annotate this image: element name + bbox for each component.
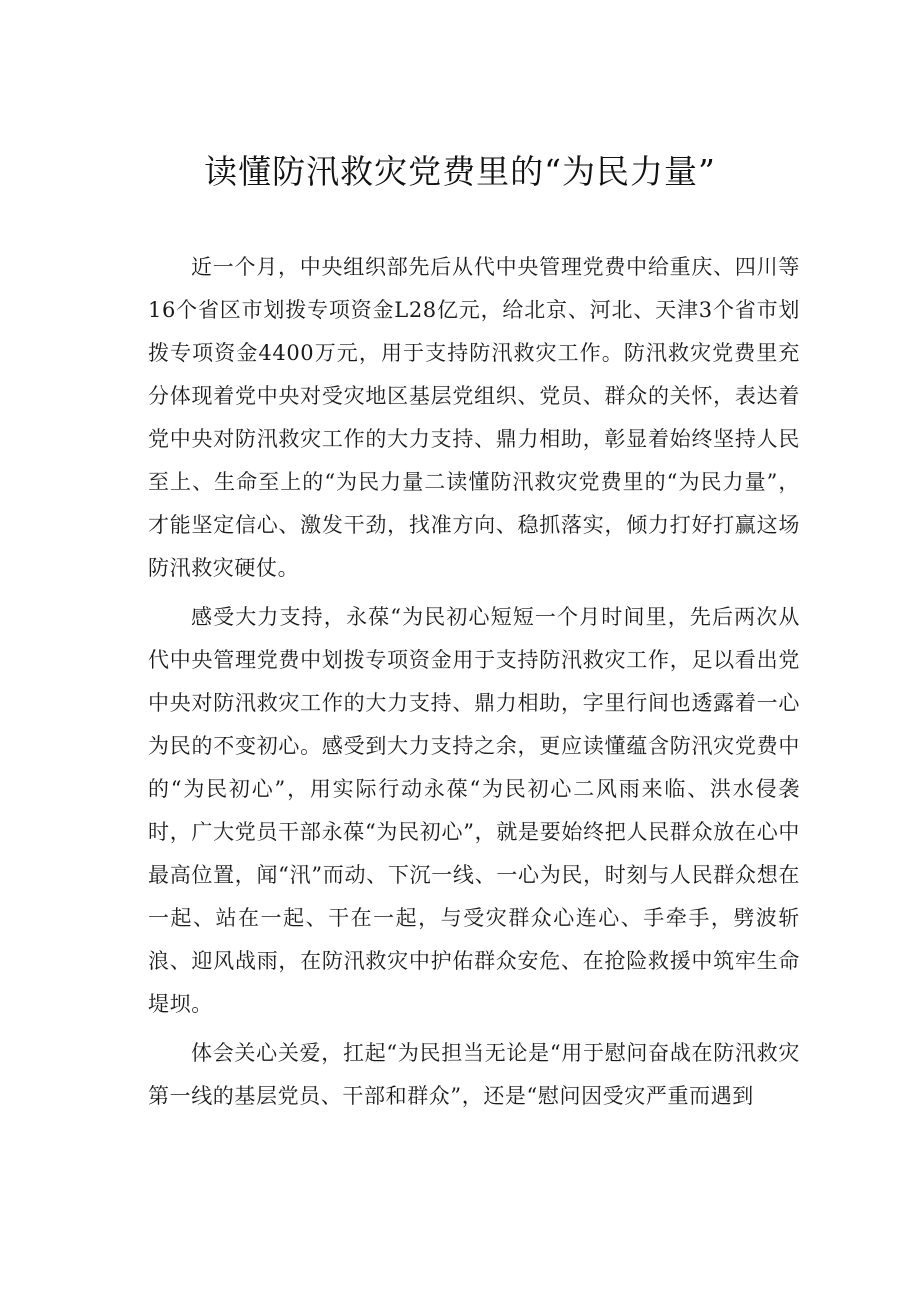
document-body	[148, 246, 800, 1118]
document-title: 读懂防汛救灾党费里的“为民力量”	[204, 152, 716, 191]
paragraph-2: 感受大力支持，永葆“为民初心短短一个月时间里，先后两次从代中央管理党费中划拨专项资金用于支持防汛救灾工作，足以看出党中央对防汛救灾工作的大力支持、鼎力相助，字里行间也透露着一心为民的不变初心。感受到大力支持之余，更应读懂蕴含防汛灾党费中的“为民初心”，用实际行动永葆“为民初心二风雨来临、洪水侵袭时，广大党员干部永葆“为民初心”，就是要始终把人民群众放在心中最高位置，闻“汛”而动、下沉一线、一心为民，时刻与人民群众想在一起、站在一起、干在一起，与受灾群众心连心、手牵手，劈波斩浪、迎风战雨，在防汛救灾中护佑群众安危、在抢险救援中筑牢生命堤坝。	[148, 605, 800, 1016]
paragraph-3: 体会关心关爱，扛起“为民担当无论是“用于慰问奋战在防汛救灾第一线的基层党员、干部和群众”，还是“慰问因受灾严重而遇到	[148, 1041, 800, 1108]
paragraph-1: 近一个月，中央组织部先后从代中央管理党费中给重庆、四川等16个省区市划拨专项资金L28亿元，给北京、河北、天津3个省市划拨专项资金4400万元，用于支持防汛救灾工作。防汛救灾党费里充分体现着党中央对受灾地区基层党组织、党员、群众的关怀，表达着党中央对防汛救灾工作的大力支持、鼎力相助，彰显着始终坚持人民至上、生命至上的“为民力量二读懂防汛救灾党费里的“为民力量”，才能坚定信心、激发干劲，找准方向、稳抓落实，倾力打好打赢这场防汛救灾硬仗。	[148, 255, 800, 580]
